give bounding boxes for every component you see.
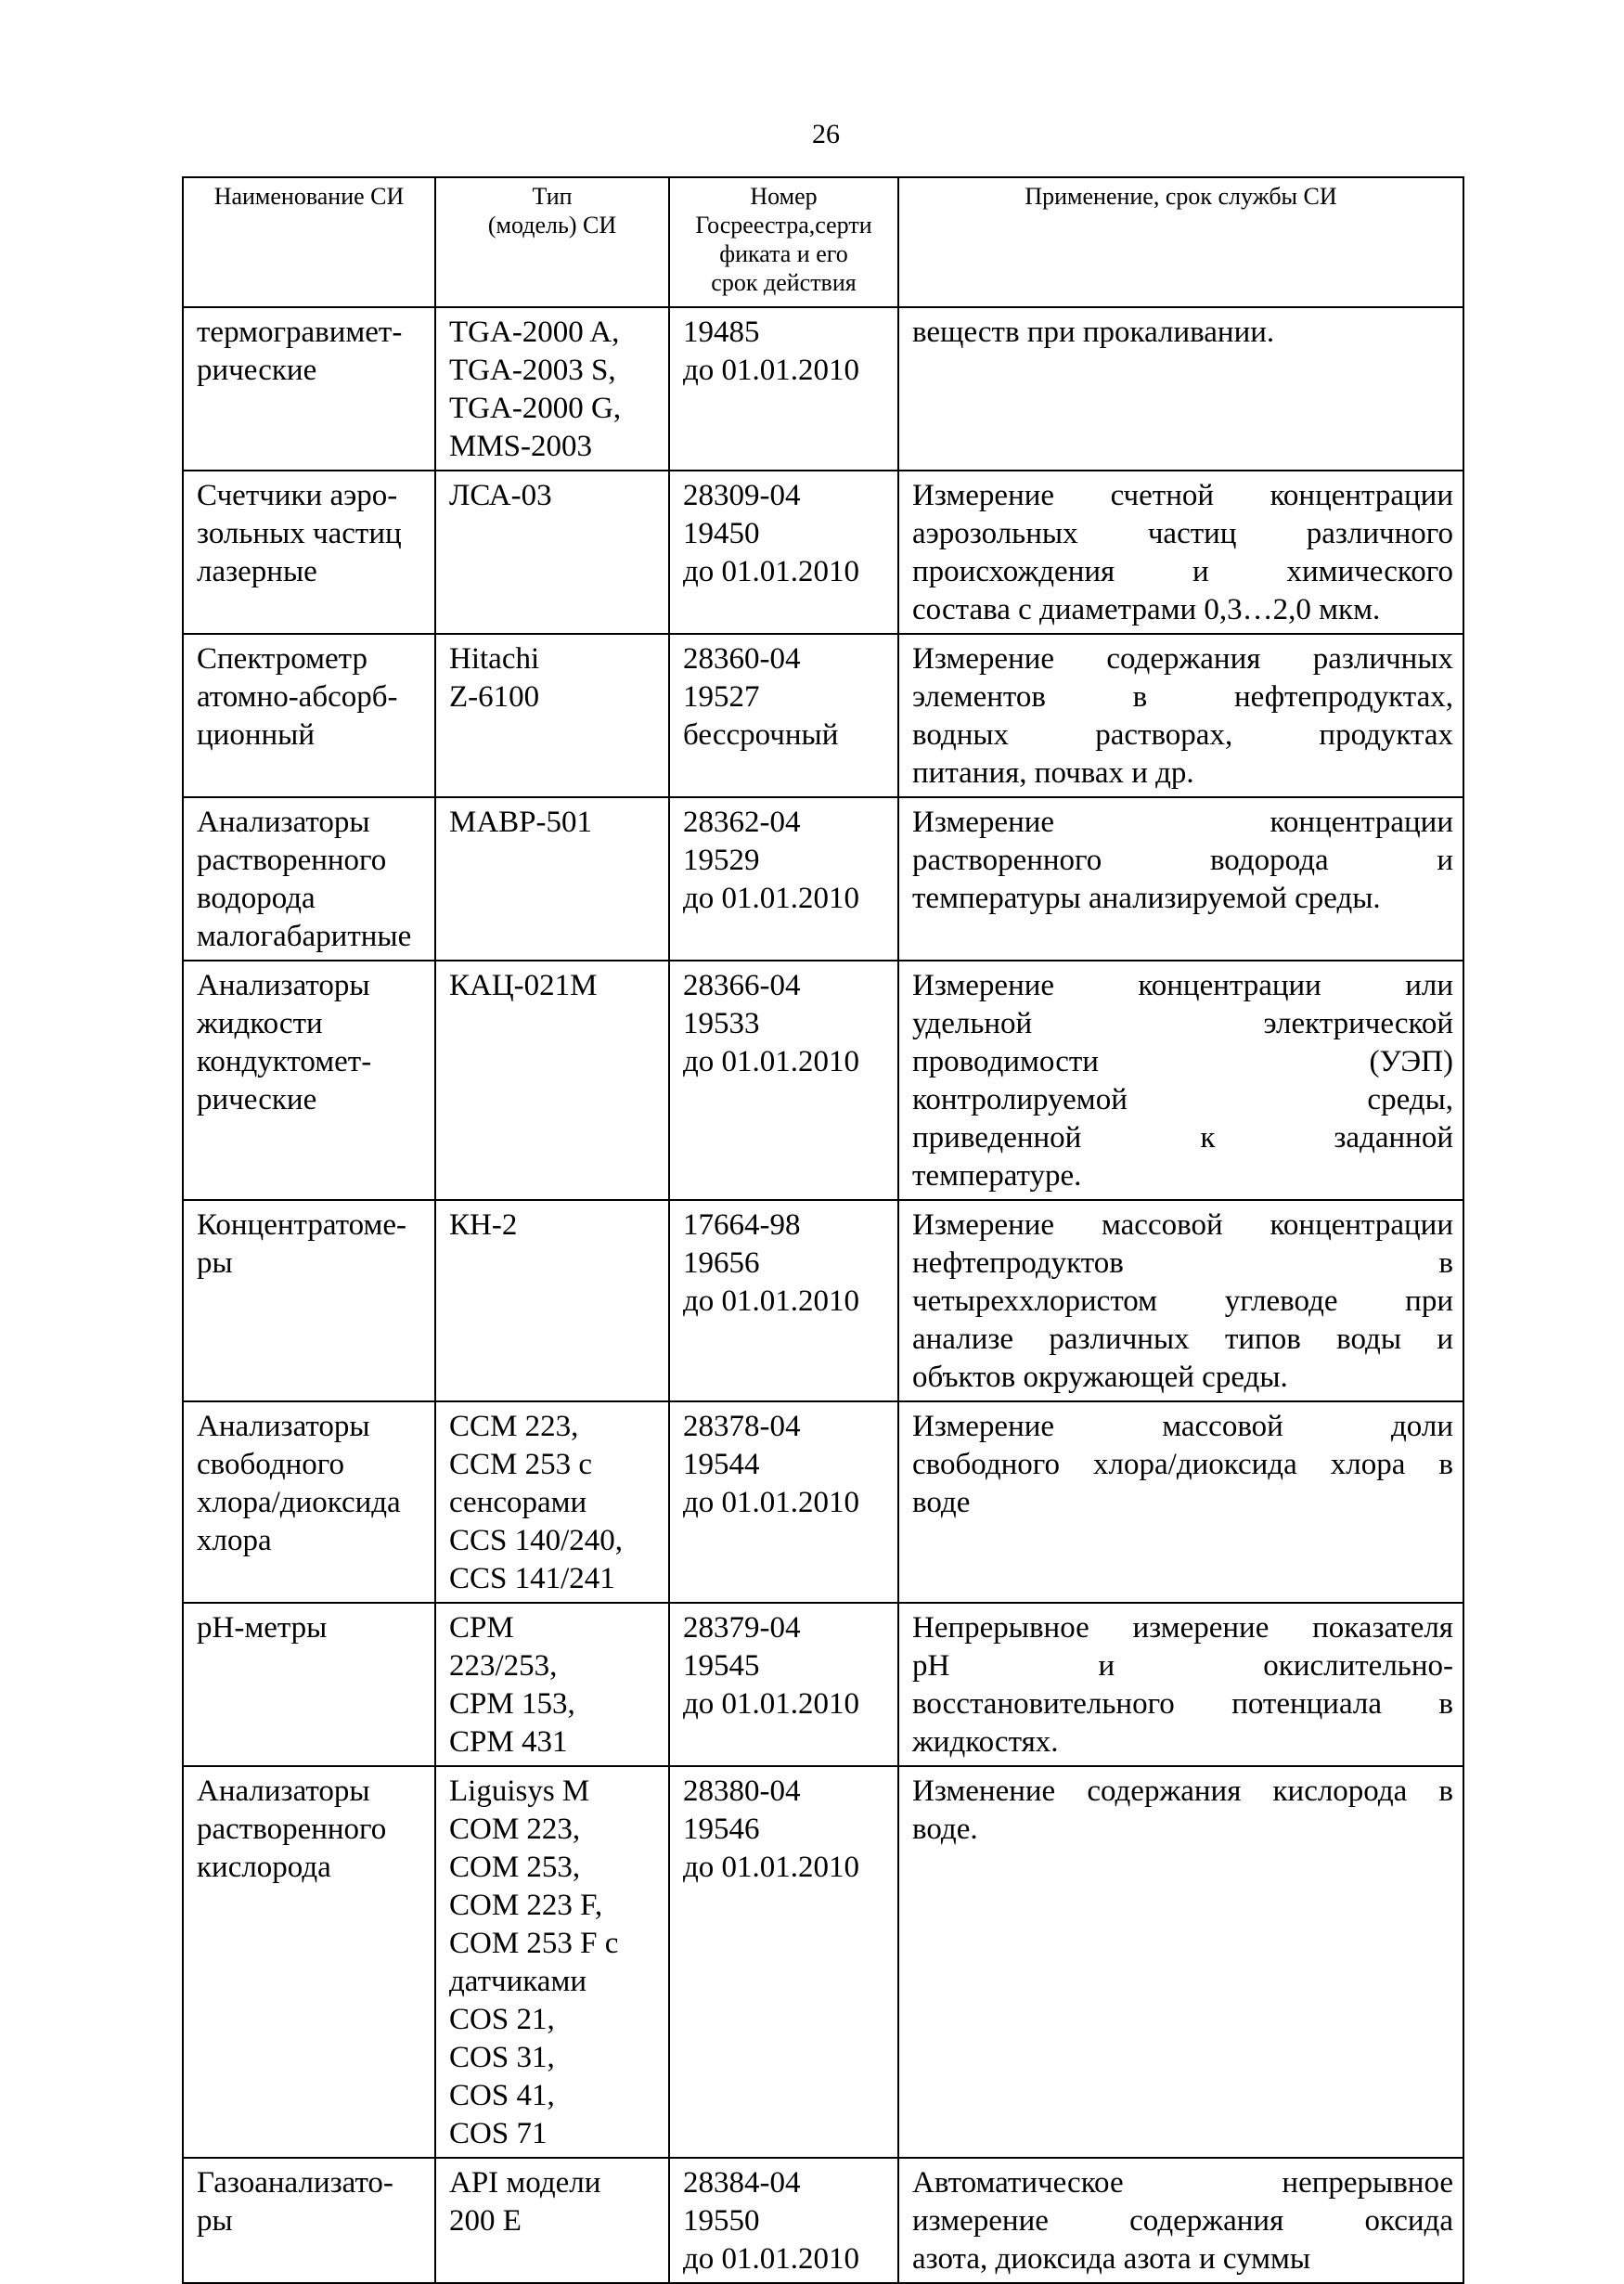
cell-line: 19550 [683,2204,760,2238]
cell-line: Счетчики аэро- [197,479,398,512]
cell-line: рические [197,354,317,387]
application-cell [898,471,1463,634]
header-application [898,177,1463,307]
cell-line: 19544 [683,1448,760,1481]
instrument-type-cell [435,307,669,471]
cell-line: температуры анализируемой среды. [912,882,1381,915]
table-row [183,1766,1463,2158]
cell-line: 28360-04 [683,642,801,676]
cell-line: 28378-04 [683,1410,801,1443]
header-registry-number [669,177,898,307]
instrument-name-cell [183,961,435,1200]
instrument-type-cell [435,797,669,961]
cell-line: 28380-04 [683,1774,801,1808]
cell-line: Анализаторы [197,1774,370,1808]
cell-line: COM 253, [449,1851,581,1884]
cell-line: 19546 [683,1813,760,1846]
cell-line: Измерение массовой доли [912,1410,1453,1443]
cell-line: рН и окислительно- [912,1649,1453,1683]
cell-line: Госреестра,серти [695,212,872,239]
instrument-name-cell [183,1766,435,2158]
cell-line: фиката и его [719,240,848,267]
cell-line: до 01.01.2010 [683,1045,860,1078]
cell-line: Z-6100 [449,680,540,714]
cell-line: восстановительного потенциала в [912,1687,1453,1721]
cell-line: ры [197,1246,233,1280]
cell-line: термогравимет- [197,316,403,349]
registry-number-cell [669,1200,898,1401]
cell-line: Измерение массовой концентрации [912,1208,1453,1242]
cell-line: 19656 [683,1246,760,1280]
cell-line: Анализаторы [197,1410,370,1443]
cell-line: хлора/диоксида [197,1486,401,1519]
instrument-name-cell [183,1603,435,1766]
registry-number-cell [669,1766,898,2158]
instrument-name-cell [183,471,435,634]
cell-line: API модели [449,2166,601,2200]
cell-line: (модель) СИ [487,212,617,239]
instrument-type-cell [435,961,669,1200]
cell-line: до 01.01.2010 [683,1284,860,1318]
cell-line: контролируемой среды, [912,1083,1453,1116]
cell-line: веществ при прокаливании. [912,316,1275,349]
instrument-type-cell [435,471,669,634]
cell-line: 28309-04 [683,479,801,512]
cell-line: растворенного [197,844,387,877]
instrument-register-table [182,176,1464,2284]
table-row [183,1200,1463,1401]
page-number: 26 [812,119,840,149]
cell-line: до 01.01.2010 [683,2242,860,2276]
cell-line: COS 21, [449,2003,555,2036]
cell-line: анализе различных типов воды и [912,1323,1453,1356]
cell-line: Измерение счетной концентрации [912,479,1453,512]
application-cell [898,1603,1463,1766]
cell-line: Измерение содержания различных [912,642,1453,676]
cell-line: 19485 [683,316,760,349]
cell-line: лазерные [197,555,317,588]
cell-line: CPM [449,1611,514,1645]
cell-line: Непрерывное измерение показателя [912,1611,1453,1645]
cell-line: 19545 [683,1649,760,1683]
cell-line: Измерение концентрации [912,806,1453,839]
cell-line: состава с диаметрами 0,3…2,0 мкм. [912,593,1381,626]
cell-line: до 01.01.2010 [683,1851,860,1884]
application-cell [898,961,1463,1200]
cell-line: Номер [750,183,818,210]
cell-line: CCM 223, [449,1410,579,1443]
cell-line: объктов окружающей среды. [912,1361,1288,1394]
cell-line: COS 71 [449,2117,548,2150]
cell-line: питания, почвах и др. [912,756,1194,790]
registry-number-cell [669,1401,898,1603]
cell-line: атомно-абсорб- [197,680,398,714]
table-row [183,307,1463,471]
cell-line: CCS 141/241 [449,1562,615,1595]
cell-line: растворенного водорода и [912,844,1453,877]
cell-line: Спектрометр [197,642,367,676]
cell-line: МАВР-501 [449,806,593,839]
instrument-type-cell [435,1401,669,1603]
cell-line: малогабаритные [197,920,412,953]
cell-line: COS 31, [449,2041,555,2074]
cell-line: COM 223 F, [449,1889,603,1922]
cell-line: зольных частиц [197,517,402,550]
cell-line: 28379-04 [683,1611,801,1645]
instrument-name-cell [183,634,435,797]
application-cell [898,797,1463,961]
cell-line: кислорода [197,1851,331,1884]
cell-line: жидкостях. [912,1725,1059,1759]
cell-line: до 01.01.2010 [683,354,860,387]
table-header-row [183,177,1463,307]
cell-line: Применение, срок службы СИ [1025,183,1337,210]
cell-line: 28384-04 [683,2166,801,2200]
cell-line: элементов в нефтепродуктах, [912,680,1453,714]
cell-line: рические [197,1083,317,1116]
application-cell [898,1200,1463,1401]
cell-line: Тип [532,183,573,210]
cell-line: Liguisys M [449,1774,590,1808]
cell-line: растворенного [197,1813,387,1846]
application-cell [898,2158,1463,2283]
cell-line: Изменение содержания кислорода в [912,1774,1453,1808]
cell-line: TGA-2000 A, [449,316,620,349]
cell-line: CCS 140/240, [449,1524,624,1557]
cell-line: CCM 253 с [449,1448,593,1481]
cell-line: CPM 153, [449,1687,575,1721]
instrument-name-cell [183,1200,435,1401]
cell-line: Газоанализато- [197,2166,393,2200]
cell-line: воде [912,1486,971,1519]
cell-line: КН-2 [449,1208,518,1242]
header-type [435,177,669,307]
instrument-type-cell [435,634,669,797]
table-row [183,961,1463,1200]
instrument-name-cell [183,2158,435,2283]
registry-number-cell [669,471,898,634]
cell-line: 19533 [683,1007,760,1040]
header-name [183,177,435,307]
instrument-type-cell [435,1603,669,1766]
cell-line: четыреххлористом углеводе при [912,1284,1453,1318]
cell-line: ционный [197,718,315,752]
cell-line: ЛСА-03 [449,479,552,512]
table-row [183,471,1463,634]
cell-line: КАЦ-021М [449,969,598,1002]
cell-line: температуре. [912,1159,1082,1193]
table-row [183,2158,1463,2283]
instrument-type-cell [435,2158,669,2283]
cell-line: до 01.01.2010 [683,1486,860,1519]
cell-line: срок действия [711,269,857,296]
cell-line: рН-метры [197,1611,328,1645]
cell-line: Автоматическое непрерывное [912,2166,1453,2200]
cell-line: TGA-2003 S, [449,354,616,387]
instrument-name-cell [183,797,435,961]
cell-line: Наименование СИ [213,183,405,210]
cell-line: Анализаторы [197,806,370,839]
table-row [183,634,1463,797]
cell-line: кондуктомет- [197,1045,372,1078]
cell-line: удельной электрической [912,1007,1453,1040]
table-row [183,1401,1463,1603]
cell-line: воде. [912,1813,978,1846]
cell-line: Анализаторы [197,969,370,1002]
cell-line: бессрочный [683,718,839,752]
cell-line: до 01.01.2010 [683,1687,860,1721]
application-cell [898,1401,1463,1603]
cell-line: происхождения и химического [912,555,1453,588]
registry-number-cell [669,307,898,471]
application-cell [898,1766,1463,2158]
cell-line: до 01.01.2010 [683,882,860,915]
cell-line: COS 41, [449,2079,555,2112]
instrument-type-cell [435,1200,669,1401]
cell-line: 19529 [683,844,760,877]
cell-line: свободного [197,1448,345,1481]
table-row [183,797,1463,961]
cell-line: COM 253 F с [449,1927,619,1960]
registry-number-cell [669,797,898,961]
cell-line: 28362-04 [683,806,801,839]
cell-line: хлора [197,1524,272,1557]
cell-line: приведенной к заданной [912,1121,1453,1155]
cell-line: 19450 [683,517,760,550]
instrument-name-cell [183,307,435,471]
cell-line: COM 223, [449,1813,581,1846]
cell-line: датчиками [449,1965,586,1998]
cell-line: ры [197,2204,233,2238]
cell-line: аэрозольных частиц различного [912,517,1453,550]
cell-line: измерение содержания оксида [912,2204,1453,2238]
cell-line: 223/253, [449,1649,558,1683]
registry-number-cell [669,634,898,797]
application-cell [898,634,1463,797]
registry-number-cell [669,1603,898,1766]
cell-line: проводимости (УЭП) [912,1045,1453,1078]
cell-line: Концентратоме- [197,1208,406,1242]
cell-line: 17664-98 [683,1208,801,1242]
instrument-type-cell [435,1766,669,2158]
registry-number-cell [669,2158,898,2283]
instrument-name-cell [183,1401,435,1603]
cell-line: жидкости [197,1007,323,1040]
cell-line: водных растворах, продуктах [912,718,1453,752]
cell-line: 28366-04 [683,969,801,1002]
cell-line: Hitachi [449,642,540,676]
cell-line: водорода [197,882,316,915]
cell-line: свободного хлора/диоксида хлора в [912,1448,1453,1481]
cell-line: 19527 [683,680,760,714]
cell-line: Измерение концентрации или [912,969,1453,1002]
table-row [183,1603,1463,1766]
cell-line: до 01.01.2010 [683,555,860,588]
cell-line: азота, диоксида азота и суммы [912,2242,1311,2276]
cell-line: CPM 431 [449,1725,568,1759]
cell-line: MMS-2003 [449,430,593,463]
cell-line: сенсорами [449,1486,587,1519]
cell-line: TGA-2000 G, [449,392,622,425]
application-cell [898,307,1463,471]
cell-line: 200 E [449,2204,522,2238]
cell-line: нефтепродуктов в [912,1246,1453,1280]
registry-number-cell [669,961,898,1200]
